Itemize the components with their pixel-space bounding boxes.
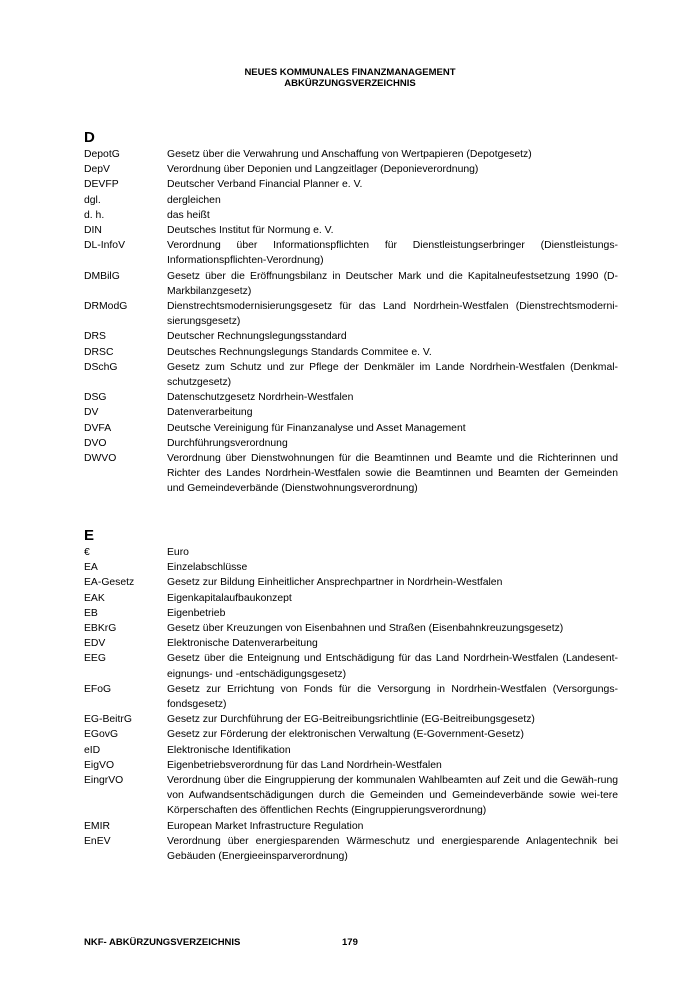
abbreviation: EA-Gesetz (84, 577, 135, 589)
abbreviation-description: Elektronische Datenverarbeitung (167, 638, 318, 650)
abbreviation-entry (84, 177, 618, 192)
section-d (84, 129, 618, 497)
abbreviation-description: Dienstrechtsmodernisierungsgesetz für das Land Nordrhein-Westfalen (Dienstrechtsmoderni-sierungsgesetz) (167, 301, 618, 328)
abbreviation-entry (84, 591, 618, 606)
abbreviation: DSchG (84, 361, 118, 373)
abbreviation: DEVFP (84, 179, 119, 191)
abbreviation-entry (84, 545, 618, 560)
abbreviation-entry (84, 819, 618, 834)
abbreviation-entry (84, 682, 618, 712)
abbreviation-description: das heißt (167, 209, 210, 221)
abbreviation-entry (84, 405, 618, 420)
abbreviation-entry (84, 360, 618, 390)
abbreviation-entry (84, 451, 618, 497)
abbreviation-description: Gesetz über die Verwahrung und Anschaffung von Wertpapieren (Depotgesetz) (167, 149, 532, 160)
abbreviation-entry (84, 147, 618, 162)
abbreviation-entry (84, 421, 618, 436)
abbreviation: DepV (84, 164, 110, 176)
abbreviation-entry (84, 743, 618, 758)
section-e (84, 527, 618, 864)
abbreviation-description: Gesetz zum Schutz und zur Pflege der Denkmäler im Lande Nordrhein-Westfalen (Denkmal-schutzgesetz) (167, 361, 618, 389)
abbreviation: EnEV (84, 835, 111, 847)
abbreviation: DWVO (84, 453, 117, 465)
abbreviation: DRS (84, 331, 106, 343)
abbreviation-entry (84, 238, 618, 268)
abbreviation-entry (84, 575, 618, 590)
abbreviation-description: dergleichen (167, 194, 221, 206)
footer-title: NKF- ABKÜRZUNGSVERZEICHNIS (84, 937, 241, 948)
abbreviation-description: Deutscher Rechnungslegungsstandard (167, 331, 347, 343)
abbreviation: DV (84, 407, 99, 419)
abbreviation: DIN (84, 225, 102, 237)
abbreviation-entry (84, 773, 618, 819)
abbreviation-description: Gesetz zur Errichtung von Fonds für die Versorgung in Nordrhein-Westfalen (Versorgungs-fondsgesetz) (167, 683, 618, 711)
abbreviation-entry (84, 390, 618, 405)
abbreviation: EFoG (84, 683, 112, 695)
abbreviation-description: Einzelabschlüsse (167, 562, 248, 574)
abbreviation-entry (84, 329, 618, 344)
abbreviation: EAK (84, 592, 105, 604)
abbreviation: EingrVO (84, 775, 124, 787)
abbreviation: DRSC (84, 346, 114, 358)
abbreviation-description: European Market Infrastructure Regulation (167, 820, 364, 832)
abbreviation-entry (84, 621, 618, 636)
abbreviation: EB (84, 607, 98, 619)
abbreviation: DL-InfoV (84, 240, 126, 252)
page-number: 179 (342, 937, 358, 948)
abbreviation: DRModG (84, 301, 128, 313)
abbreviation-description: Datenschutzgesetz Nordrhein-Westfalen (167, 392, 354, 404)
section-letter: D (84, 129, 95, 146)
abbreviation: EG-BeitrG (84, 714, 132, 726)
abbreviation-description: Gesetz über die Enteignung und Entschädigung für das Land Nordrhein-Westfalen (Landesent-eignungs- und -entschädigungsgesetz) (167, 653, 618, 680)
abbreviation: EMIR (84, 820, 110, 832)
abbreviation-description: Verordnung über Informationspflichten für Dienstleistungserbringer (Dienstleistungs-Informationspflichten-Verordnung) (167, 240, 618, 267)
abbreviation-description: Datenverarbeitung (167, 407, 253, 419)
abbreviation-entry (84, 193, 618, 208)
abbreviation: EGovG (84, 729, 119, 741)
abbreviation-entry (84, 208, 618, 223)
entry-list (84, 545, 618, 864)
abbreviation-description: Deutsches Institut für Normung e. V. (167, 225, 334, 237)
abbreviation-description: Euro (167, 547, 189, 558)
abbreviation-description: Eigenkapitalaufbaukonzept (167, 592, 292, 604)
abbreviation-entry (84, 758, 618, 773)
abbreviation: eID (84, 744, 101, 756)
abbreviation-description: Verordnung über Dienstwohnungen für die Beamtinnen und Beamte und die Richterinnen und Richter des Landes Nordrhein-Westfalen sowie die Beamtinnen und Beamten der Gemeinden und Gemeindeverbände (Dienstwohnungsverordnung) (167, 453, 618, 495)
abbreviation-entry (84, 162, 618, 177)
abbreviation-description: Gesetz zur Bildung Einheitlicher Ansprechpartner in Nordrhein-Westfalen (167, 577, 503, 589)
entry-list (84, 147, 618, 497)
abbreviation-description: Verordnung über energiesparenden Wärmeschutz und energiesparende Anlagentechnik bei Gebäuden (Energieeinsparverordnung) (167, 835, 618, 863)
abbreviation-entry (84, 636, 618, 651)
abbreviation: EBKrG (84, 623, 117, 635)
abbreviation-description: Verordnung über die Eingruppierung der kommunalen Wahlbeamten auf Zeit und die Gewäh-rung von Aufwandsentschädigungen durch die Gemeinden und Gemeindeverbände sowie wei-tere Körperschaften des öffentlichen Rechts (Eingruppierungsverordnung) (167, 775, 618, 817)
abbreviation-entry (84, 727, 618, 742)
abbreviation-entry (84, 560, 618, 575)
abbreviation: DMBilG (84, 270, 120, 282)
abbreviation-description: Gesetz zur Förderung der elektronischen Verwaltung (E-Government-Gesetz) (167, 729, 524, 741)
section-letter: E (84, 527, 95, 544)
abbreviation: DVFA (84, 422, 112, 434)
abbreviation: DSG (84, 392, 107, 404)
abbreviation-description: Deutsche Vereinigung für Finanzanalyse und Asset Management (167, 422, 466, 434)
abbreviation-entry (84, 606, 618, 621)
abbreviation: EigVO (84, 759, 115, 771)
abbreviation-entry (84, 834, 618, 864)
abbreviation-entry (84, 223, 618, 238)
abbreviation-description: Elektronische Identifikation (167, 744, 291, 756)
abbreviation: EDV (84, 638, 106, 650)
abbreviation-description: Eigenbetrieb (167, 607, 226, 619)
abbreviation-entry (84, 299, 618, 329)
abbreviation-description: Eigenbetriebsverordnung für das Land Nordrhein-Westfalen (167, 759, 442, 771)
abbreviation-entry (84, 651, 618, 681)
abbreviation-description: Deutsches Rechnungslegungs Standards Commitee e. V. (167, 346, 432, 358)
page-header (0, 67, 700, 89)
header-subtitle: ABKÜRZUNGSVERZEICHNIS (284, 78, 416, 89)
abbreviation-description: Deutscher Verband Financial Planner e. V. (167, 179, 363, 191)
abbreviation-description: Verordnung über Deponien und Langzeitlager (Deponieverordnung) (167, 164, 479, 176)
abbreviation-description: Gesetz über die Eröffnungsbilanz in Deutscher Mark und die Kapitalneufestsetzung 1990 (D-Markbilanzgesetz) (167, 270, 618, 297)
abbreviation-entry (84, 436, 618, 451)
abbreviation: dgl. (84, 194, 101, 206)
abbreviation-description: Gesetz über Kreuzungen von Eisenbahnen und Straßen (Eisenbahnkreuzungsgesetz) (167, 623, 564, 635)
abbreviation-entry (84, 712, 618, 727)
abbreviation: DepotG (84, 149, 120, 160)
abbreviation: DVO (84, 437, 107, 449)
abbreviation-description: Durchführungsverordnung (167, 437, 288, 449)
abbreviation: EA (84, 562, 98, 574)
header-title: NEUES KOMMUNALES FINANZMANAGEMENT (244, 67, 456, 78)
abbreviation-entry (84, 269, 618, 299)
abbreviation-entry (84, 345, 618, 360)
abbreviation: d. h. (84, 209, 105, 221)
abbreviation-description: Gesetz zur Durchführung der EG-Beitreibungsrichtlinie (EG-Beitreibungsgesetz) (167, 714, 535, 726)
abbreviation: € (84, 547, 90, 558)
abbreviation: EEG (84, 653, 106, 665)
